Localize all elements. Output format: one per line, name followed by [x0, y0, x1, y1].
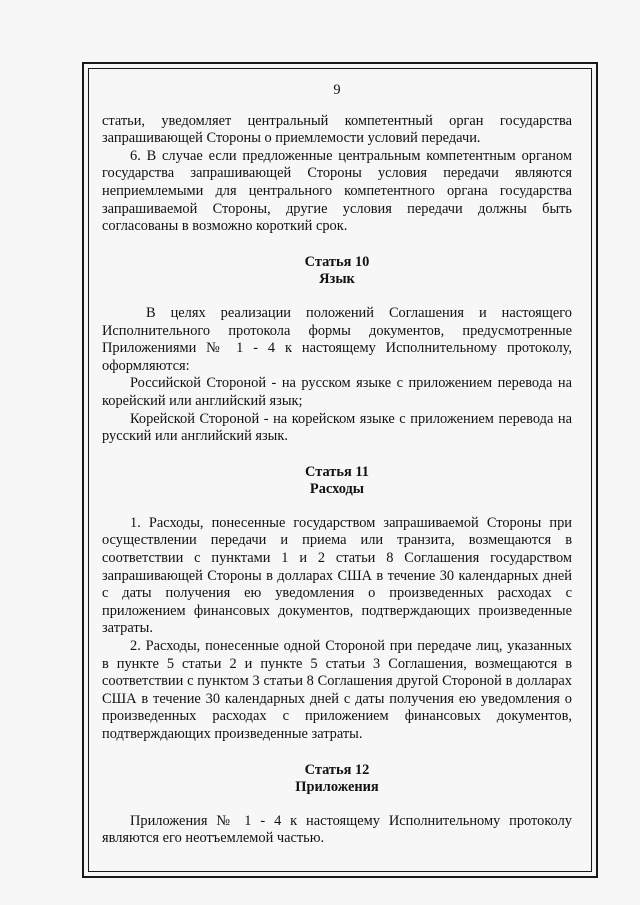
article-11-title: Расходы	[309, 481, 365, 498]
article-12-number: Статья 12	[304, 761, 370, 778]
article-10-item-korean: Корейской Стороной - на корейском языке с приложением перевода на русский или английский язык.	[102, 410, 572, 445]
article-12-paragraph: Приложения № 1 - 4 к настоящему Исполнительному протоколу являются его неотъемлемой частью.	[102, 812, 572, 847]
article-11-number: Статья 11	[305, 463, 369, 480]
article-10-intro: В целях реализации положений Соглашения и настоящего Исполнительного протокола формы документов, предусмотренные Приложениями № 1 - 4 к настоящему Исполнительному протоколу, оформляются:	[102, 304, 572, 374]
article-11-paragraph-1: 1. Расходы, понесенные государством запрашиваемой Стороны при осуществлении передачи и приема или транзита, возмещаются в соответствии с пунктами 1 и 2 статьи 8 Соглашения государством запрашивающей Стороны в долларах США в течение 30 календарных дней с даты получения ею уведомления о произведенных расходах с приложением финансовых документов, подтверждающих произведенные затраты.	[102, 514, 572, 637]
article-11-paragraph-2: 2. Расходы, понесенные одной Стороной при передаче лиц, указанных в пункте 5 статьи 2 и пункте 5 статьи 3 Соглашения, возмещаются в соответствии с пунктом 3 статьи 8 Соглашения другой Стороной в долларах США в течение 30 календарных дней с даты получения ею уведомления о произведенных расходах с приложением финансовых документов, подтверждающих произведенные затраты.	[102, 638, 572, 742]
page-number: 9	[333, 82, 341, 98]
document-body	[102, 82, 572, 848]
article-12-title: Приложения	[295, 779, 379, 796]
article-10-number: Статья 10	[304, 253, 370, 270]
article-10-item-russian: Российской Стороной - на русском языке с приложением перевода на корейский или английский язык;	[102, 375, 572, 409]
continued-paragraph: статьи, уведомляет центральный компетентный орган государства запрашивающей Стороны о приемлемости условий передачи.	[102, 112, 572, 147]
article-10-title: Язык	[319, 271, 355, 288]
paragraph-6: 6. В случае если предложенные центральным компетентным органом государства запрашивающей Стороны условия передачи являются неприемлемыми для центрального компетентного органа государства запрашиваемой Стороны, другие условия передачи должны быть согласованы в возможно короткий срок.	[102, 147, 572, 235]
